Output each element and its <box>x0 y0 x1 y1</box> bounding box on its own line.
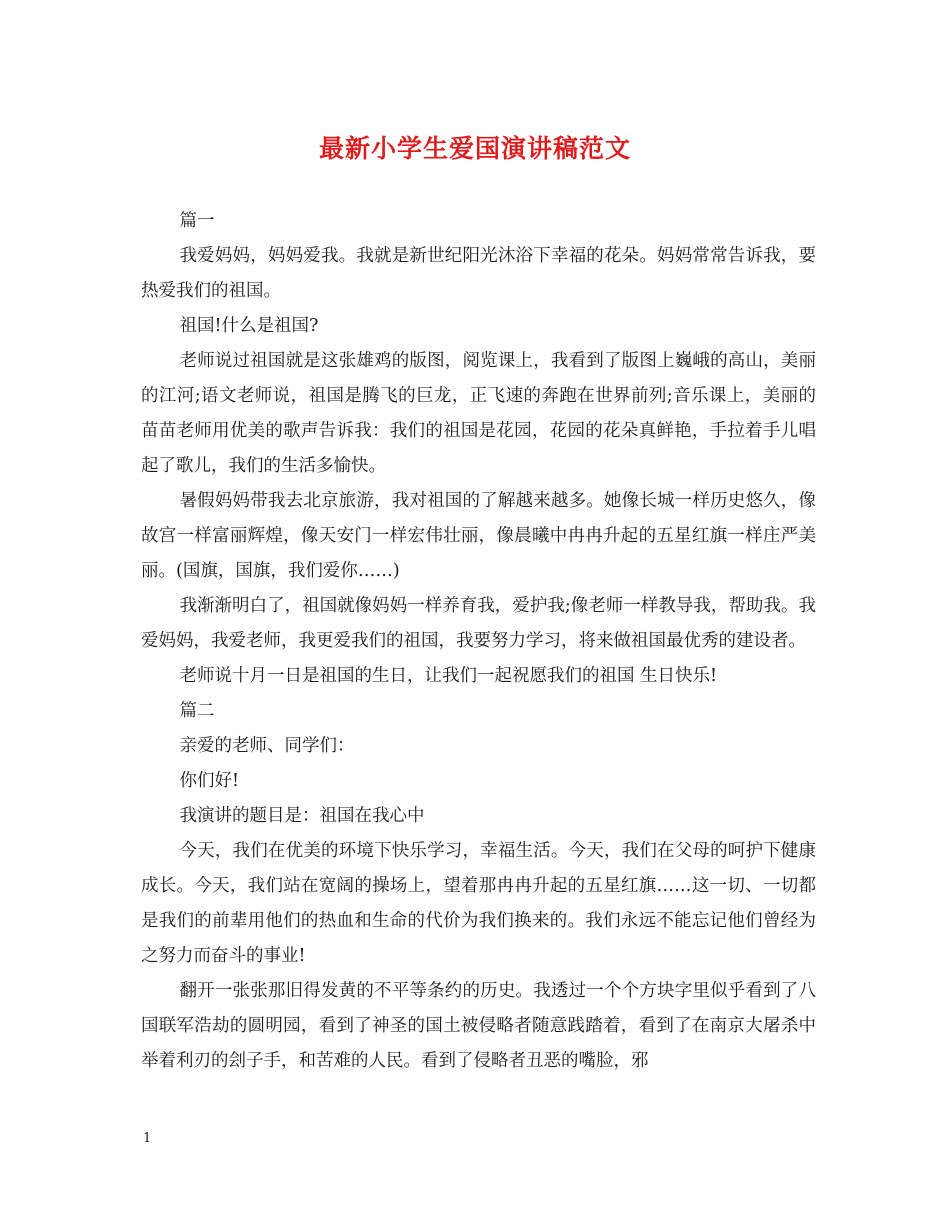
document-title: 最新小学生爱国演讲稿范文 <box>318 134 631 163</box>
paragraph: 我爱妈妈，妈妈爱我。我就是新世纪阳光沐浴下幸福的花朵。妈妈常常告诉我，要热爱我们的祖国。 <box>141 246 816 301</box>
paragraph: 篇二 <box>179 701 215 721</box>
document-body <box>141 204 816 1079</box>
paragraph: 暑假妈妈带我去北京旅游，我对祖国的了解越来越多。她像长城一样历史悠久，像故宫一样富丽辉煌，像天安门一样宏伟壮丽，像晨曦中冉冉升起的五星红旗一样庄严美丽。(国旗，国旗，我们爱你……) <box>141 491 816 581</box>
paragraph: 你们好! <box>179 771 240 791</box>
paragraph: 翻开一张张那旧得发黄的不平等条约的历史。我透过一个个方块字里似乎看到了八国联军浩劫的圆明园，看到了神圣的国土被侵略者随意践踏着，看到了在南京大屠杀中举着利刃的刽子手，和苦难的人民。看到了侵略者丑恶的嘴脸，邪 <box>141 981 816 1071</box>
paragraph: 祖国!什么是祖国? <box>179 316 319 336</box>
page-number: 1 <box>143 1131 152 1146</box>
paragraph: 老师说过祖国就是这张雄鸡的版图，阅览课上，我看到了版图上巍峨的高山，美丽的江河;语文老师说，祖国是腾飞的巨龙，正飞速的奔跑在世界前列;音乐课上，美丽的苗苗老师用优美的歌声告诉我：我们的祖国是花园，花园的花朵真鲜艳，手拉着手儿唱起了歌儿，我们的生活多愉快。 <box>141 351 816 476</box>
paragraph: 今天，我们在优美的环境下快乐学习，幸福生活。今天，我们在父母的呵护下健康成长。今天，我们站在宽阔的操场上，望着那冉冉升起的五星红旗……这一切、一切都是我们的前辈用他们的热血和生命的代价为我们换来的。我们永远不能忘记他们曾经为之努力而奋斗的事业! <box>141 841 816 966</box>
paragraph: 我演讲的题目是：祖国在我心中 <box>179 806 425 826</box>
paragraph: 篇一 <box>179 211 215 231</box>
paragraph: 我渐渐明白了，祖国就像妈妈一样养育我，爱护我;像老师一样教导我，帮助我。我爱妈妈，我爱老师，我更爱我们的祖国，我要努力学习，将来做祖国最优秀的建设者。 <box>141 596 816 651</box>
paragraph: 亲爱的老师、同学们： <box>179 736 355 756</box>
paragraph: 老师说十月一日是祖国的生日，让我们一起祝愿我们的祖国 生日快乐! <box>179 666 718 686</box>
